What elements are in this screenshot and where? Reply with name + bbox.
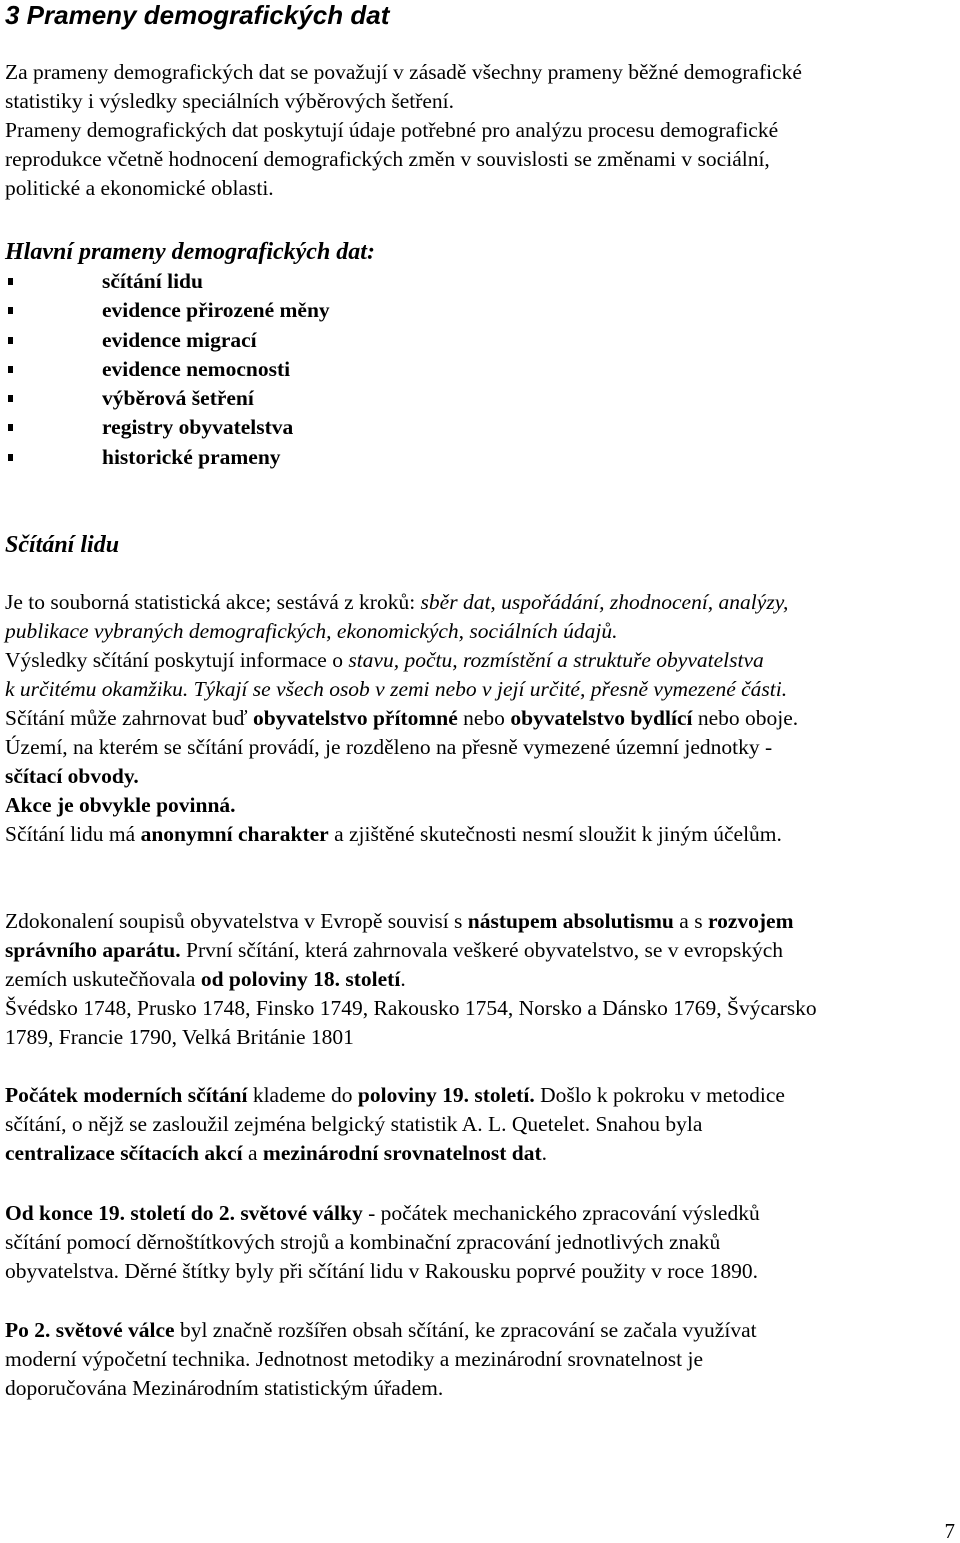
- source-list-item: [5, 443, 955, 472]
- census-p2-cont: k určitému okamžiku. Týkají se všech osob v zemi nebo v její určité, přesně vymezené části.: [5, 677, 788, 701]
- census-p4-cont: sčítací obvody.: [5, 764, 139, 788]
- source-list-item: [5, 326, 955, 355]
- sources-list: [5, 267, 955, 472]
- census-heading: Sčítání lidu: [5, 532, 120, 558]
- census-p1-cont: publikace vybraných demografických, ekonomických, sociálních údajů.: [5, 619, 618, 643]
- bullet-icon: [8, 278, 13, 285]
- intro-line: Za prameny demografických dat se považují v zásadě všechny prameny běžné demografické: [5, 60, 802, 84]
- census-p3: Sčítání může zahrnovat buď obyvatelstvo přítomné nebo obyvatelstvo bydlící nebo oboje.: [5, 706, 799, 730]
- source-list-item: [5, 296, 955, 325]
- source-label: evidence migrací: [102, 327, 257, 352]
- source-label: historické prameny: [102, 444, 281, 469]
- bullet-icon: [8, 337, 13, 344]
- census-p5: Akce je obvykle povinná.: [5, 793, 236, 817]
- census-p1: Je to souborná statistická akce; sestává z kroků: sběr dat, uspořádání, zhodnocení, analýzy,: [5, 590, 789, 614]
- census-section: [5, 588, 955, 849]
- bullet-icon: [8, 454, 13, 461]
- intro-line: reprodukce včetně hodnocení demografických změn v souvislosti se změnami v sociální,: [5, 147, 770, 171]
- sources-section: [5, 237, 955, 472]
- source-label: výběrová šetření: [102, 386, 254, 411]
- history-p1: Zdokonalení soupisů obyvatelstva v Evropě souvisí s nástupem absolutismu a s rozvojem správního aparátu. První sčítání, která zahrnovala veškeré obyvatelstvo, se v evropských zemích uskutečňovala od poloviny 18. století. Švédsko 1748, Prusko 1748, Finsko 1749, Rakousko 1754, Norsko a Dánsko 1769, Švýcarsko 1789, Francie 1790, Velká Británie 1801: [5, 909, 817, 1049]
- census-heading-block: [5, 530, 955, 560]
- page-title: 3 Prameny demografických dat: [5, 0, 390, 30]
- source-label: evidence přirozené měny: [102, 298, 330, 323]
- history-p5: Po 2. světové válce byl značně rozšířen obsah sčítání, ke zpracování se začala využívat moderní výpočetní technika. Jednotnost metodiky a mezinárodní srovnatelnost je doporučována Mezinárodním statistickým úřadem.: [5, 1318, 757, 1400]
- history-p4: Od konce 19. století do 2. světové války - počátek mechanického zpracování výsledků sčítání pomocí děrnoštítkových strojů a kombinační zpracování jednotlivých znaků obyvatelstva. Děrné štítky byly při sčítání lidu v Rakousku poprvé použity v roce 1890.: [5, 1201, 760, 1283]
- bullet-icon: [8, 424, 13, 431]
- source-label: registry obyvatelstva: [102, 415, 294, 440]
- bullet-icon: [8, 366, 13, 373]
- intro-paragraph: [5, 58, 955, 203]
- sources-heading: Hlavní prameny demografických dat:: [5, 239, 375, 265]
- source-list-item: [5, 267, 955, 296]
- census-p6: Sčítání lidu má anonymní charakter a zjištěné skutečnosti nesmí sloužit k jiným účelům.: [5, 822, 782, 846]
- history-p3: Počátek moderních sčítání klademe do poloviny 19. století. Došlo k pokroku v metodice sčítání, o nějž se zasloužil zejména belgický statistik A. L. Quetelet. Snahou byla centralizace sčítacích akcí a mezinárodní srovnatelnost dat.: [5, 1083, 785, 1165]
- bullet-icon: [8, 307, 13, 314]
- intro-line: Prameny demografických dat poskytují údaje potřebné pro analýzu procesu demografické: [5, 118, 779, 142]
- census-p2: Výsledky sčítání poskytují informace o stavu, počtu, rozmístění a struktuře obyvatelstva: [5, 648, 764, 672]
- page-number: 7: [944, 1519, 955, 1543]
- source-list-item: [5, 413, 955, 442]
- source-label: evidence nemocnosti: [102, 356, 291, 381]
- source-label: sčítání lidu: [102, 269, 203, 293]
- bullet-icon: [8, 395, 13, 402]
- census-p4: Území, na kterém se sčítání provádí, je rozděleno na přesně vymezené územní jednotky -: [5, 735, 773, 759]
- intro-line: politické a ekonomické oblasti.: [5, 176, 274, 200]
- intro-line: statistiky i výsledky speciálních výběrových šetření.: [5, 89, 455, 113]
- source-list-item: [5, 384, 955, 413]
- source-list-item: [5, 355, 955, 384]
